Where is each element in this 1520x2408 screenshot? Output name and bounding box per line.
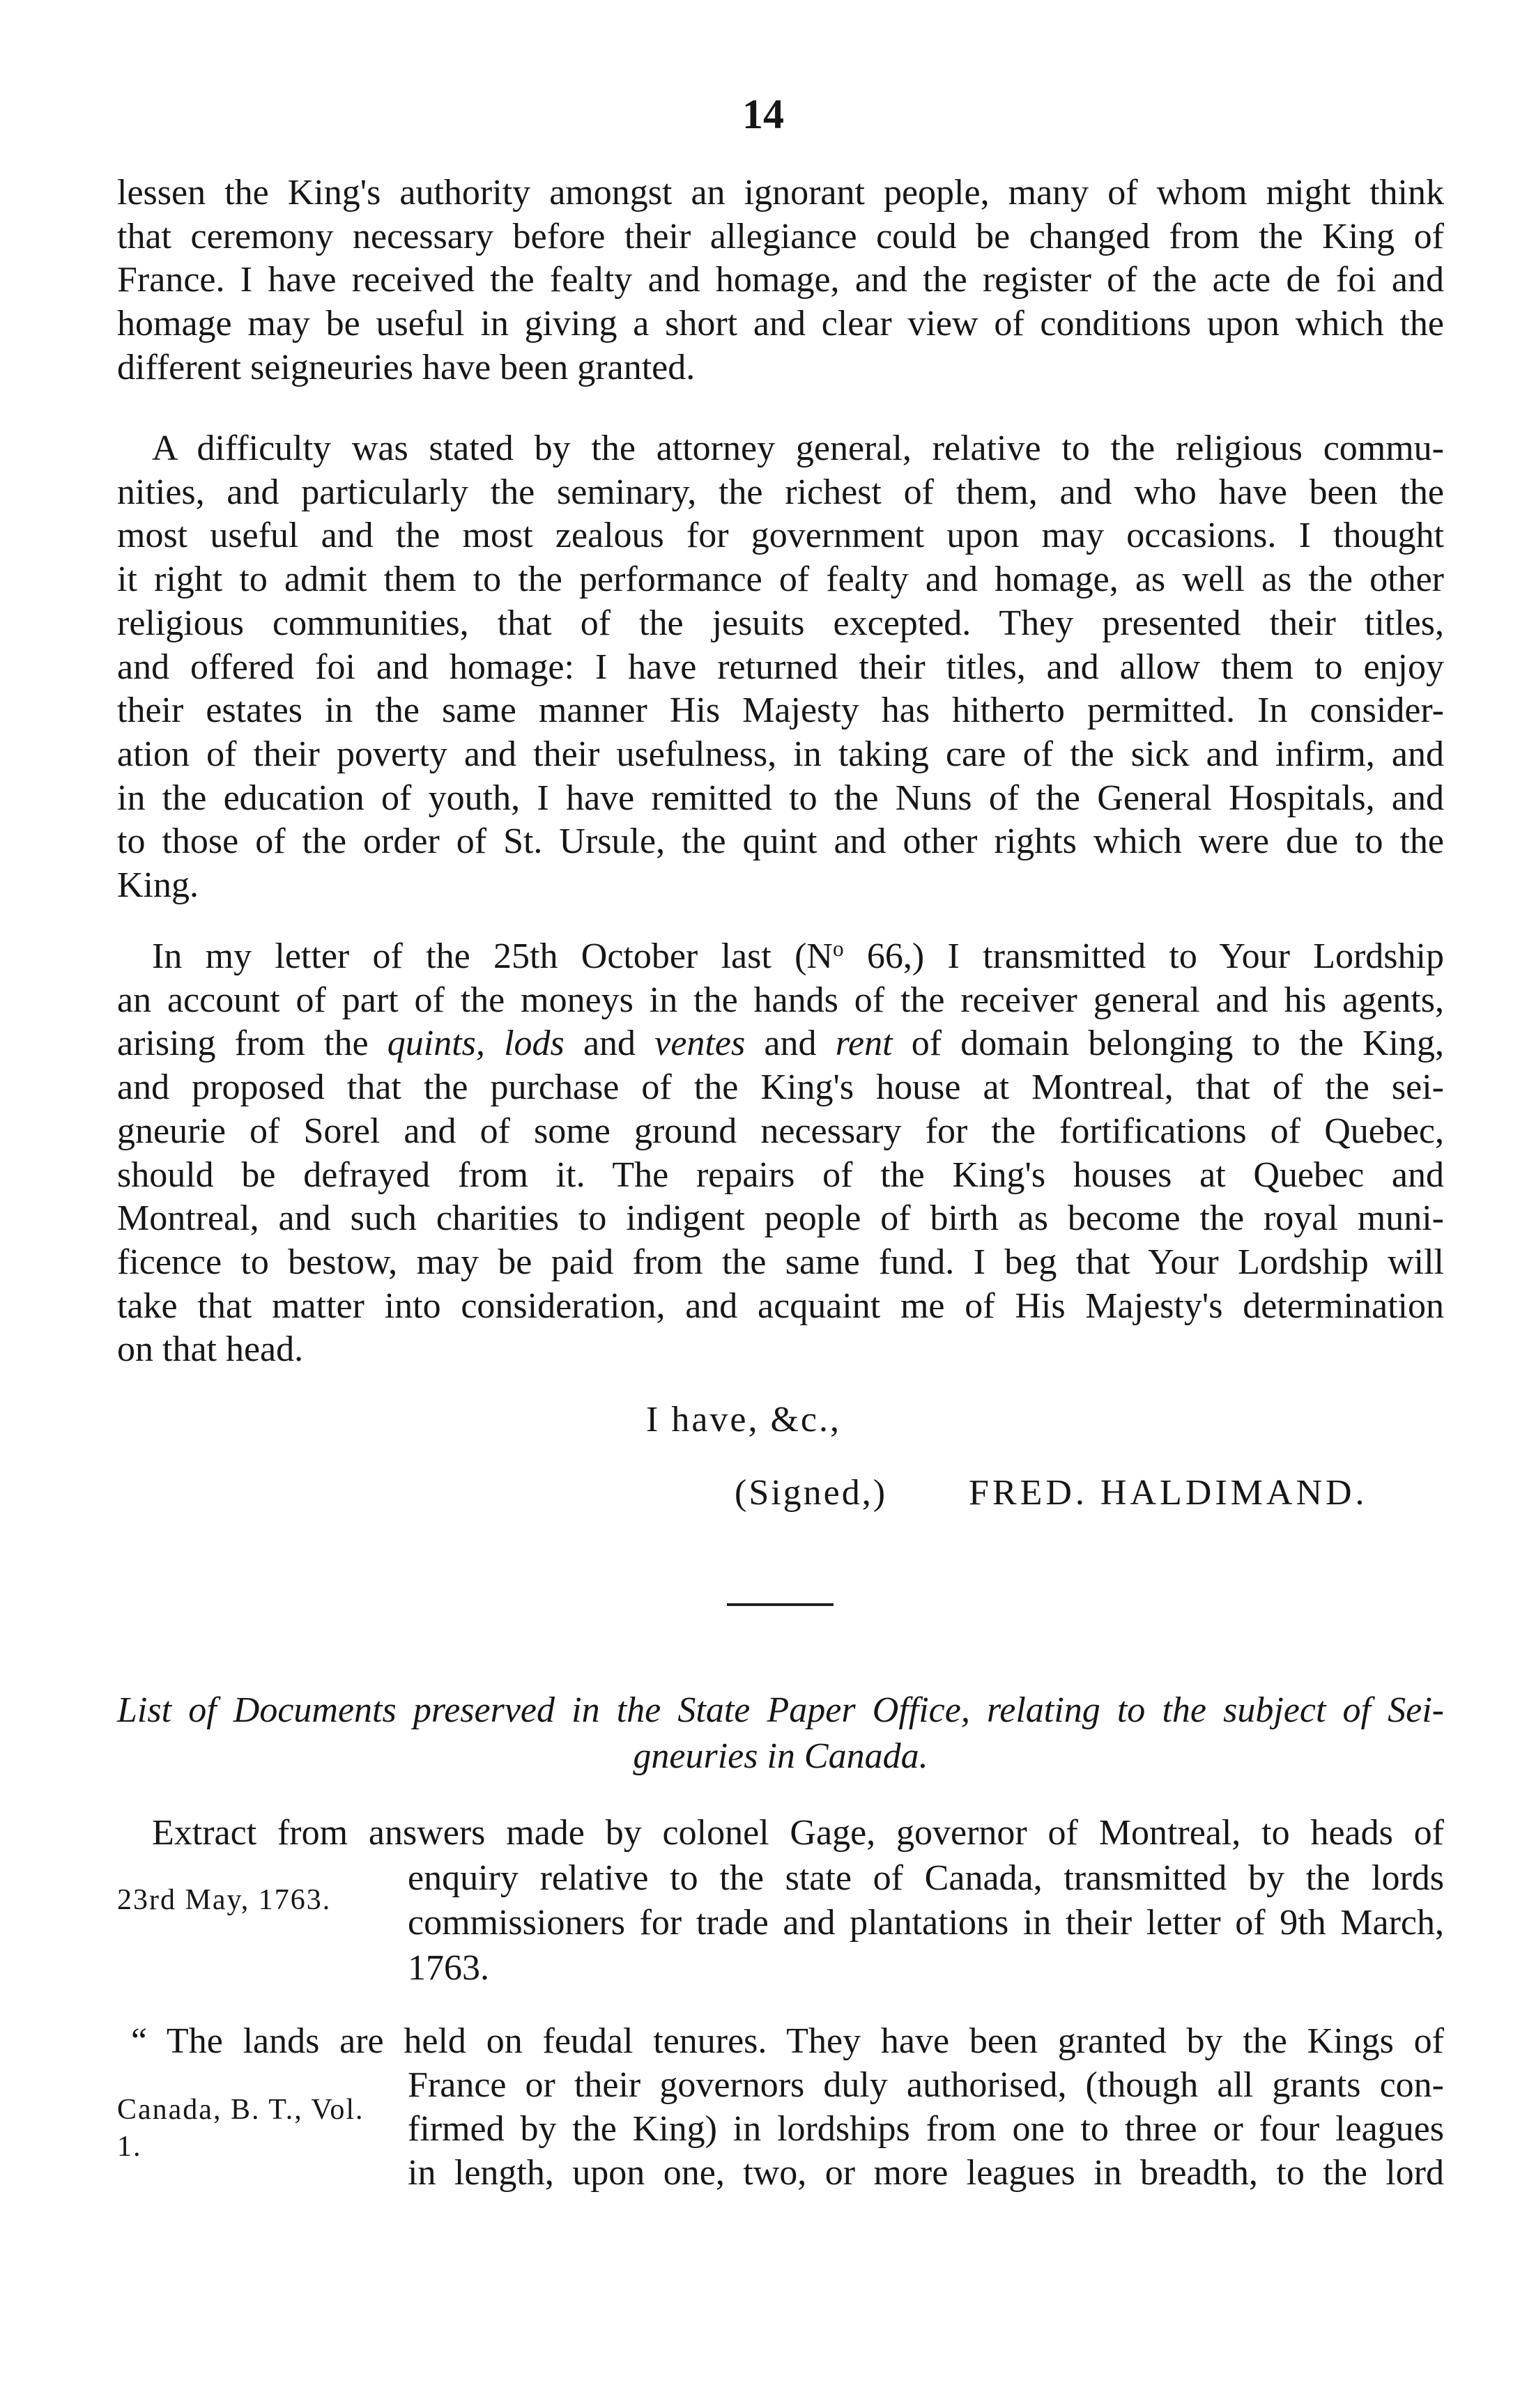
text-run: In my letter of the 25th October last (N [152, 936, 833, 976]
text-line: most useful and the most zealous for government upon may occasions. I thought [117, 516, 1444, 556]
text-line: gneurie of Sorel and of some ground necessary for the fortifications of Quebec, [117, 1111, 1444, 1151]
extract-entry [117, 1811, 1444, 1991]
text-line: and offered foi and homage: I have returned their titles, and allow them to enjoy [117, 647, 1444, 687]
text-line: France or their governors duly authorised, (though all grants con- [408, 2065, 1444, 2105]
quote-first-line: “ The lands are held on feudal tenures. They have been granted by the Kings of [131, 2021, 1444, 2061]
text-line: ficence to bestow, may be paid from the same fund. I beg that Your Lordship will [117, 1242, 1444, 1282]
text-line [117, 935, 1444, 979]
text-run: and [564, 1024, 655, 1064]
italic-text: ventes [654, 1024, 746, 1064]
text-line: take that matter into consideration, and acquaint me of His Majesty's determination [117, 1286, 1444, 1326]
page-number: 14 [742, 91, 784, 137]
text-line [117, 1022, 1444, 1066]
divider-rule [727, 1603, 834, 1606]
text-run: of domain belonging to the King, [892, 1024, 1444, 1064]
superscript-text: o [832, 936, 844, 961]
section-heading [117, 1688, 1444, 1780]
extract-continuation [117, 1856, 1444, 1991]
text-line: lessen the King's authority amongst an ignorant people, many of whom might think [117, 173, 1444, 213]
text-line: that ceremony necessary before their allegiance could be changed from the King of [117, 216, 1444, 256]
text-run [485, 1024, 504, 1063]
italic-text: lods [504, 1024, 565, 1064]
italic-text: quints, [387, 1024, 485, 1064]
extract-intro-line: Extract from answers made by colonel Gage, governor of Montreal, to heads of [152, 1813, 1444, 1853]
italic-text: rent [835, 1024, 893, 1064]
text-line: and proposed that the purchase of the King's house at Montreal, that of the sei- [117, 1067, 1444, 1108]
text-line: 1763. [408, 1947, 489, 1988]
text-line: to those of the order of St. Ursule, the quint and other rights which were due to the [117, 821, 1444, 862]
signed-label: (Signed,) [735, 1473, 888, 1513]
paragraph [117, 427, 1444, 908]
text-line: ation of their poverty and their usefulness, in taking care of the sick and infirm, and [117, 734, 1444, 774]
text-line: Montreal, and such charities to indigent people of birth as become the royal muni- [117, 1198, 1444, 1239]
text-run: and [745, 1024, 836, 1064]
text-line: 1. [117, 2131, 142, 2163]
signature: FRED. HALDIMAND. [969, 1473, 1368, 1513]
text-line: France. I have received the fealty and homage, and the register of the acte de foi and [117, 260, 1444, 300]
text-line: gneuries in Canada. [633, 1736, 928, 1776]
closing-line: I have, &c., [646, 1400, 842, 1440]
text-line: different seigneuries have been granted. [117, 347, 696, 387]
text-line: List of Documents preserved in the State Paper Office, relating to the subject of Sei- [117, 1690, 1444, 1730]
paragraph [117, 171, 1444, 390]
text-line: enquiry relative to the state of Canada, transmitted by the lords [408, 1858, 1444, 1898]
text-line: A difficulty was stated by the attorney general, relative to the religious commu- [152, 429, 1444, 468]
text-line: their estates in the same manner His Majesty has hitherto permitted. In consider- [117, 690, 1444, 731]
text-line: in length, upon one, two, or more leagues in breadth, to the lord [408, 2153, 1444, 2193]
text-line: it right to admit them to the performance of fealty and homage, as well as the other [117, 559, 1444, 600]
text-line: commissioners for trade and plantations in their letter of 9th March, [408, 1903, 1444, 1943]
text-line: religious communities, that of the jesuits excepted. They presented their titles, [117, 603, 1444, 643]
text-line: nities, and particularly the seminary, the richest of them, and who have been the [117, 472, 1444, 512]
text-line: in the education of youth, I have remitted to the Nuns of the General Hospitals, and [117, 778, 1444, 818]
text-line: an account of part of the moneys in the hands of the receiver general and his agents, [117, 980, 1444, 1020]
text-run: 66,) I transmitted to Your Lordship [843, 936, 1444, 976]
text-line: on that head. [117, 1329, 304, 1370]
text-line: King. [117, 865, 199, 906]
text-line: firmed by the King) in lordships from one to three or four leagues [408, 2109, 1444, 2149]
quote-paragraph [117, 2019, 1444, 2195]
text-line: Canada, B. T., Vol. [117, 2094, 364, 2126]
text-run: arising from the [117, 1024, 387, 1064]
quote-continuation [117, 2063, 1444, 2195]
text-line: 23rd May, 1763. [117, 1884, 332, 1916]
paragraph [117, 935, 1444, 1372]
text-line: homage may be useful in giving a short and clear view of conditions upon which the [117, 304, 1444, 344]
text-line: should be defrayed from it. The repairs of the King's houses at Quebec and [117, 1155, 1444, 1195]
